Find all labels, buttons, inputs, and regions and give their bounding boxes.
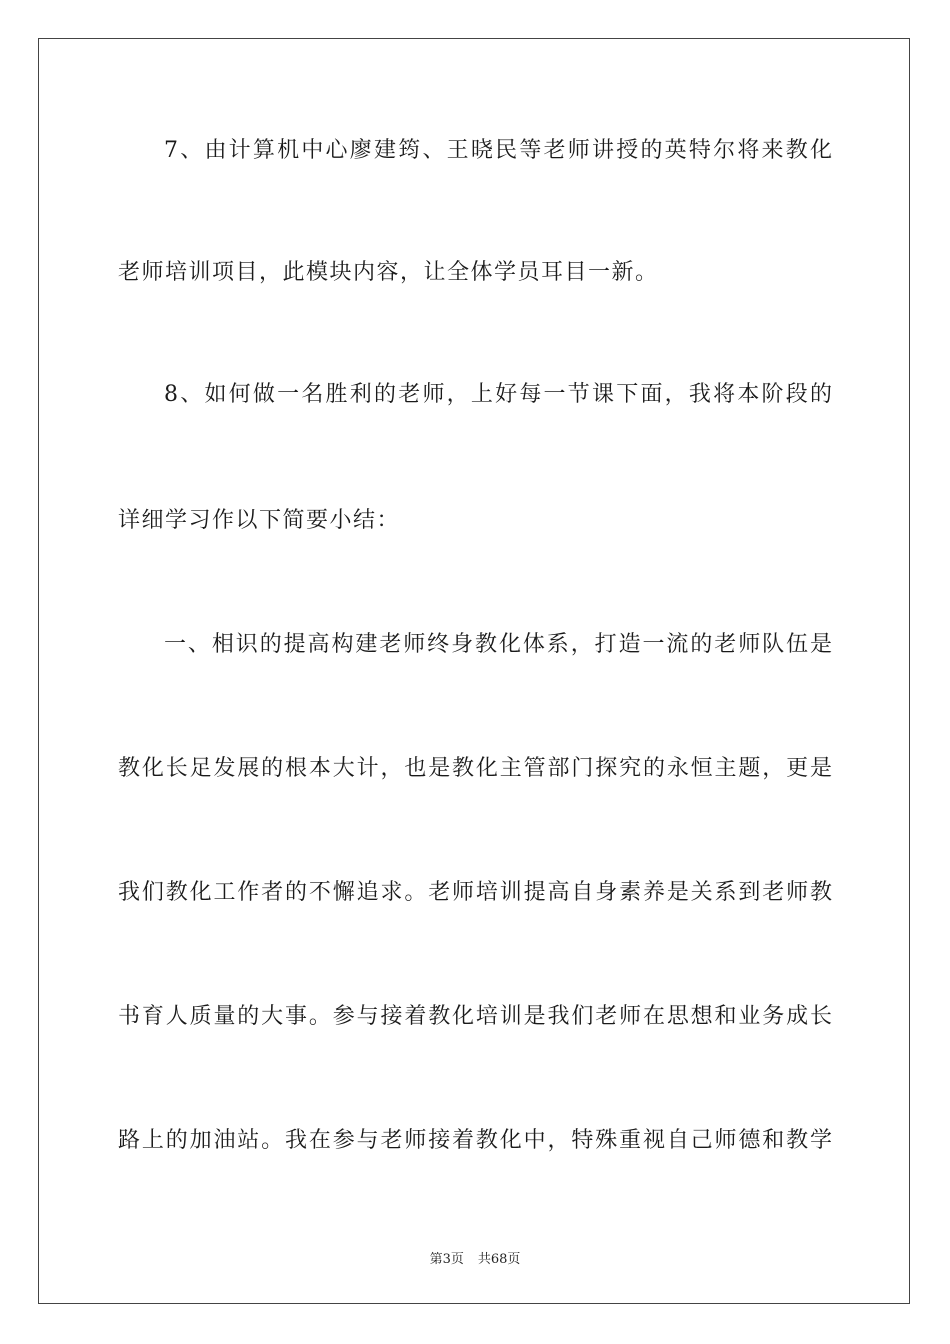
page-number: 第3页 <box>429 1252 464 1267</box>
page-total: 共68页 <box>477 1252 521 1267</box>
paragraph-line: 一、相识的提高构建老师终身教化体系，打造一流的老师队伍是 <box>164 632 832 657</box>
paragraph-line: 书育人质量的大事。参与接着教化培训是我们老师在思想和业务成长 <box>118 1004 832 1029</box>
paragraph-line: 8、如何做一名胜利的老师，上好每一节课下面，我将本阶段的 <box>164 382 832 407</box>
paragraph-line: 我们教化工作者的不懈追求。老师培训提高自身素养是关系到老师教 <box>118 880 832 905</box>
paragraph-line: 7、由计算机中心廖建筠、王晓民等老师讲授的英特尔将来教化 <box>164 138 832 163</box>
page-footer <box>0 1248 950 1267</box>
paragraph-line: 详细学习作以下简要小结： <box>118 508 401 533</box>
paragraph-line: 教化长足发展的根本大计，也是教化主管部门探究的永恒主题，更是 <box>118 756 832 781</box>
paragraph-line: 路上的加油站。我在参与老师接着教化中，特殊重视自己师德和教学 <box>118 1128 832 1153</box>
page-border <box>38 38 910 1304</box>
paragraph-line: 老师培训项目，此模块内容，让全体学员耳目一新。 <box>118 260 659 285</box>
